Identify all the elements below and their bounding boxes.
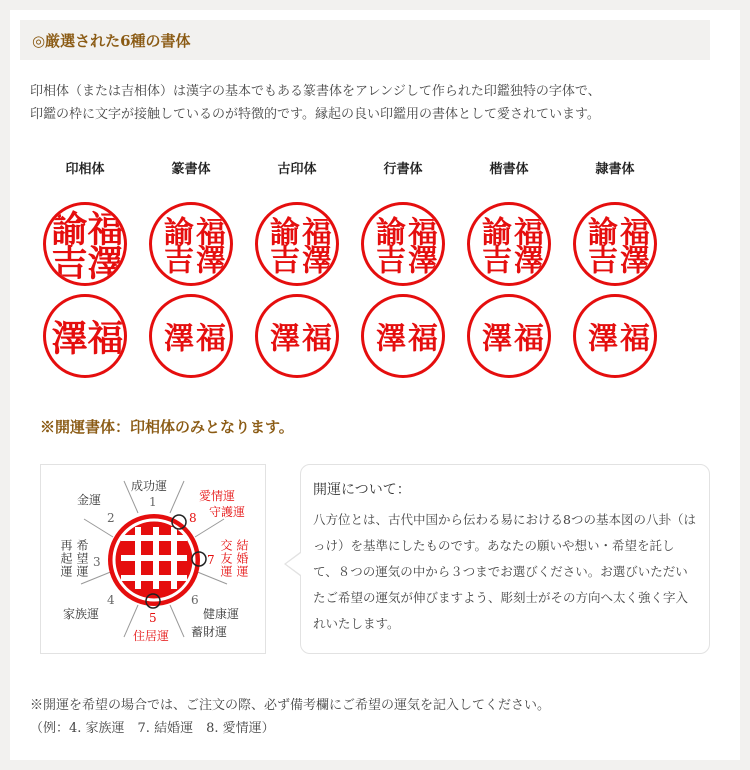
direction-number: 1	[149, 495, 157, 509]
fortune-label-family: 家族運	[63, 607, 100, 621]
note-line: ※開運を希望の場合では、ご注文の際、必ず備考欄にご希望の運気を記入してください。	[30, 698, 551, 713]
bubble-text: 八方位とは、古代中国から伝わる易における8つの基本図の八卦（はっけ）を基準にしたものです。あなたの願いや想い・希望を託して、８つの運気の中から３つまでお選びください。お選びいただいたご希望の運気が伸びますよう、彫刻士がその方向へ太く強く字入れいたします。	[313, 512, 696, 631]
seal-surname-image: 福 澤	[361, 294, 445, 378]
direction-number: 2	[107, 511, 115, 525]
fortune-label-money: 金運	[77, 493, 102, 507]
typeface-label: 古印体	[277, 162, 317, 177]
direction-number: 7	[207, 553, 215, 567]
fortune-label-hope: 希望運	[75, 539, 89, 578]
fortune-label-savings: 蓄財運	[191, 625, 228, 639]
typeface-reisho	[562, 158, 668, 386]
direction-number: 3	[93, 555, 101, 569]
section-header	[20, 20, 710, 60]
fortune-label-success: 成功運	[131, 479, 168, 493]
typeface-tensho	[138, 158, 244, 386]
typeface-label: 篆書体	[171, 162, 211, 177]
fortune-label-health: 健康運	[203, 607, 240, 621]
note-line: （例：4. 家族運 7. 結婚運 8. 愛情運）	[30, 721, 275, 736]
typeface-label: 行書体	[383, 162, 423, 177]
fortune-label-love: 愛情運	[199, 489, 236, 503]
order-note	[30, 694, 550, 740]
seal-surname-image: 福 澤	[149, 294, 233, 378]
typeface-label: 隷書体	[595, 162, 635, 177]
seal-surname-image: 福 澤	[467, 294, 551, 378]
kaiun-title: ※開運書体：印相体のみとなります。	[40, 418, 294, 436]
typeface-inso	[32, 158, 138, 386]
seal-surname-image: 福 澤	[43, 294, 127, 378]
kaiun-explanation	[300, 464, 710, 654]
intro-line: 印鑑の枠に文字が接触しているのが特徴的です。縁起の良い印鑑用の書体として愛されています。	[30, 107, 600, 122]
section-title: ◎厳選された6種の書体	[32, 31, 191, 50]
typeface-kaisho	[456, 158, 562, 386]
typeface-koin	[244, 158, 350, 386]
fortune-label-home: 住居運	[133, 629, 170, 643]
fortune-label-marriage: 結婚運	[235, 539, 249, 578]
fortune-label-revival: 再起運	[59, 539, 73, 578]
eight-direction-diagram	[40, 464, 266, 654]
intro-text	[30, 80, 710, 126]
seal-full-name-image: 福澤 諭吉	[573, 202, 657, 286]
direction-number: 4	[107, 593, 115, 607]
direction-number: 6	[191, 593, 199, 607]
typeface-label: 楷書体	[489, 162, 529, 177]
intro-line: 印相体（または吉相体）は漢字の基本でもある篆書体をアレンジして作られた印鑑独特の字体で、	[30, 84, 601, 99]
direction-number: 5	[149, 611, 157, 625]
seal-full-name-image: 福澤 諭吉	[43, 202, 127, 286]
bubble-tail-inner	[286, 553, 301, 575]
direction-number: 8	[189, 511, 197, 525]
fortune-label-friendship: 交友運	[219, 539, 233, 578]
typeface-gyosho	[350, 158, 456, 386]
seal-full-name-image: 福澤 諭吉	[467, 202, 551, 286]
bubble-title: 開運について：	[313, 482, 411, 498]
fortune-label-protection: 守護運	[209, 505, 246, 519]
seal-full-name-image: 福澤 諭吉	[361, 202, 445, 286]
seal-full-name-image: 福澤 諭吉	[255, 202, 339, 286]
typeface-grid	[32, 158, 668, 386]
typeface-label: 印相体	[65, 162, 105, 177]
seal-full-name-image: 福澤 諭吉	[149, 202, 233, 286]
seal-surname-image: 福 澤	[573, 294, 657, 378]
seal-surname-image: 福 澤	[255, 294, 339, 378]
